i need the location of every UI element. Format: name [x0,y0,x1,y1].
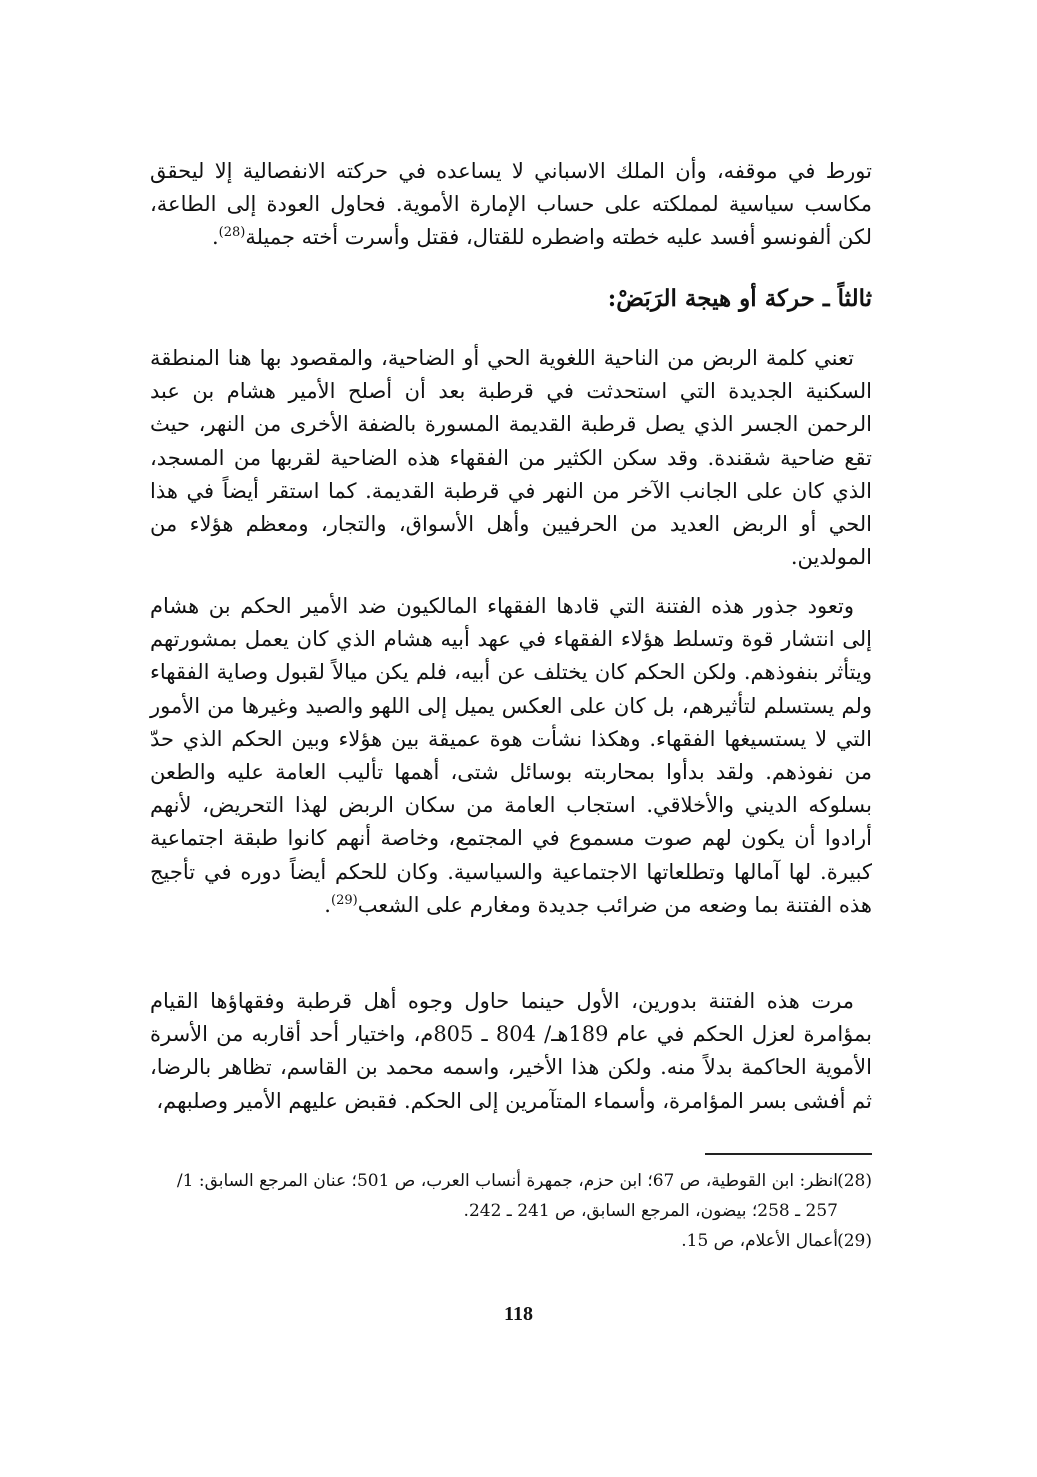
footnote-ref-29: (29) [330,892,358,908]
footnote-text: انظر: ابن القوطية، ص 67؛ ابن حزم، جمهرة أنساب العرب، ص 501؛ عنان المرجع السابق: 1/ 257 ـ 258؛ بيضون، المرجع السابق، ص 241 ـ 242. [176,1171,838,1221]
paragraph-two-phases [150,985,872,1118]
footnote-28 [150,1166,872,1226]
footnote-29 [150,1226,872,1256]
footnote-number: (29) [837,1231,872,1251]
paragraph-text: مرت هذه الفتنة بدورين، الأول حينما حاول وجوه أهل قرطبة وفقهاؤها القيام بمؤامرة لعزل الحكم في عام 189هـ/ 804 ـ 805م، واختيار أحد أقاربه من الأسرة الأموية الحاكمة بدلاً منه. ولكن هذا الأخير، واسمه محمد بن القاسم، تظاهر بالرضا، ثم أفشى بسر المؤامرة، وأسماء المتآمرين إلى الحكم. فقبض عليهم الأمير وصلبهم، [150,989,873,1113]
footnotes [150,1166,872,1256]
footnote-divider [705,1153,872,1155]
page-number: 118 [504,1303,533,1325]
paragraph-continuation: تورط في موقفه، وأن الملك الاسباني لا يساعده في حركته الانفصالية إلا ليحقق مكاسب سياسية لمملكته على حساب الإمارة الأموية. فحاول العودة إلى الطاعة، لكن ألفونسو أفسد عليه خطته واضطره للقتال، فقتل وأسرت أخته جميلة$^{(28)}$. [150,159,872,250]
section-heading: ثالثاً ـ حركة أو هيجة الرَبَضْ: [607,285,872,312]
paragraph-text: تعني كلمة الربض من الناحية اللغوية الحي أو الضاحية، والمقصود بها هنا المنطقة السكنية الجديدة التي استحدثت في قرطبة بعد أن أصلح الأمير هشام بن عبد الرحمن الجسر الذي يصل قرطبة القديمة المسورة بالضفة الأخرى من النهر، حيث تقع ضاحية شقندة. وقد سكن الكثير من الفقهاء هذه الضاحية لقربها من المسجد، الذي كان على الجانب الآخر من النهر في قرطبة القديمة. كما استقر أيضاً في هذا الحي أو الربض العديد من الحرفيين وأهل الأسواق، والتجار، ومعظم هؤلاء من المولدين. [150,346,872,570]
footnote-number: (28) [837,1171,872,1191]
paragraph-text: وتعود جذور هذه الفتنة التي قادها الفقهاء المالكيون ضد الأمير الحكم بن هشام إلى انتشار قوة وتسلط هؤلاء الفقهاء في عهد أبيه هشام الذي كان يعمل بمشورتهم ويتأثر بنفوذهم. ولكن الحكم كان يختلف عن أبيه، فلم يكن ميالاً لقبول وصاية الفقهاء ولم يستسلم لتأثيرهم، بل كان على العكس يميل إلى اللهو والصيد وغيرها من الأمور التي لا يستسيغها الفقهاء. وهكذا نشأت هوة عميقة بين هؤلاء وبين الحكم الذي حدّ من نفوذهم. ولقد بدأوا بمحاربته بوسائل شتى، أهمها تأليب العامة عليه والطعن بسلوكه الديني والأخلاقي. استجاب العامة من سكان الربض لهذا التحريض، لأنهم أرادوا أن يكون لهم صوت مسموع في المجتمع، وخاصة أنهم كانوا طبقة اجتماعية كبيرة. لها آمالها وتطلعاتها الاجتماعية والسياسية. وكان للحكم أيضاً دوره في تأجيج هذه الفتنة بما وضعه من ضرائب جديدة ومغارم على الشعب [150,594,872,917]
paragraph-rabad-definition [150,342,872,574]
paragraph-roots-of-strife: وتعود جذور هذه الفتنة التي قادها الفقهاء المالكيون ضد الأمير الحكم بن هشام إلى انتشار قوة وتسلط هؤلاء الفقهاء في عهد أبيه هشام الذي كان يعمل بمشورتهم ويتأثر بنفوذهم. ولكن الحكم كان يختلف عن أبيه، فلم يكن ميالاً لقبول وصاية الفقهاء ولم يستسلم لتأثيرهم، بل كان على العكس يميل إلى اللهو والصيد وغيرها من الأمور التي لا يستسيغها الفقهاء. وهكذا نشأت هوة عميقة بين هؤلاء وبين الحكم الذي حدّ من نفوذهم. ولقد بدأوا بمحاربته بوسائل شتى، أهمها تأليب العامة عليه والطعن بسلوكه الديني والأخلاقي. استجاب العامة من سكان الربض لهذا التحريض، لأنهم أرادوا أن يكون لهم صوت مسموع في المجتمع، وخاصة أنهم كانوا طبقة اجتماعية كبيرة. لها آمالها وتطلعاتها الاجتماعية والسياسية. وكان للحكم أيضاً دوره في تأجيج هذه الفتنة بما وضعه من ضرائب جديدة ومغارم على الشعب$^{(29)}$. [150,594,872,917]
footnote-text: أعمال الأعلام، ص 15. [681,1231,838,1251]
footnote-ref-28: (28) [218,225,246,241]
paragraph-text: تورط في موقفه، وأن الملك الاسباني لا يساعده في حركته الانفصالية إلا ليحقق مكاسب سياسية لمملكته على حساب الإمارة الأموية. فحاول العودة إلى الطاعة، لكن ألفونسو أفسد عليه خطته واضطره للقتال، فقتل وأسرت أخته جميلة [150,159,872,250]
